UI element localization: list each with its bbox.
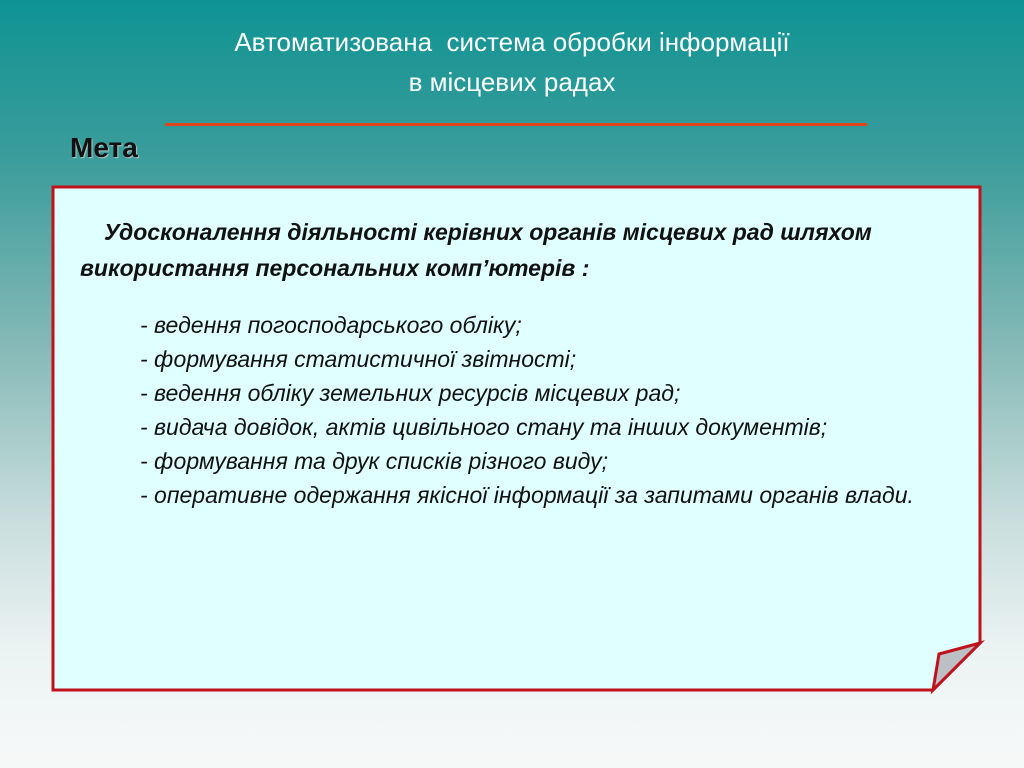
- card-lead-text: Удосконалення діяльності керівних органів місцевих рад шляхом використання персональних комп’ютерів :: [80, 219, 872, 281]
- section-heading: Мета: [70, 132, 138, 163]
- list-item: - ведення обліку земельних ресурсів місцевих рад;: [140, 380, 681, 406]
- goals-list: [80, 308, 960, 512]
- slide-title-line-1: Автоматизована система обробки інформації: [234, 27, 790, 57]
- list-item: - формування статистичної звітності;: [140, 346, 577, 372]
- list-item: - оперативне одержання якісної інформації за запитами органів влади.: [140, 482, 914, 508]
- list-item: - формування та друк списків різного виду;: [140, 448, 608, 474]
- card-text: [80, 214, 960, 512]
- list-item: - ведення погосподарського обліку;: [140, 312, 522, 338]
- slide-title-line-2: в місцевих радах: [408, 67, 616, 97]
- list-item: - видача довідок, актів цивільного стану та інших документів;: [140, 414, 828, 440]
